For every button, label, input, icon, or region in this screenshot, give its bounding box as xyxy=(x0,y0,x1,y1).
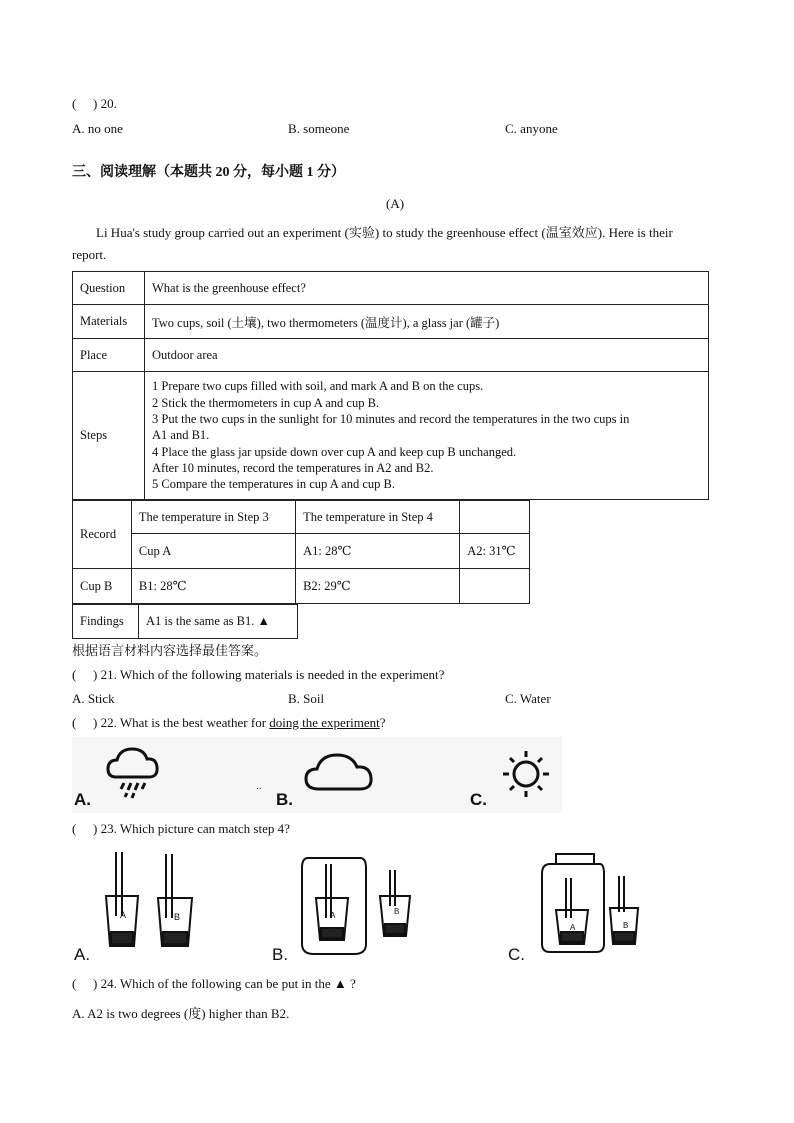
cup-b-letter: B xyxy=(174,912,181,922)
materials-value: Two cups, soil (土壤), two thermometers (温度计), a glass jar (罐子) xyxy=(145,305,709,339)
passage-intro-line1: Li Hua's study group carried out an experiment (实验) to study the greenhouse effect (温室效应). Here is their xyxy=(96,225,673,240)
cup-b-letter: B xyxy=(623,921,629,930)
b2-value: B2: 29℃ xyxy=(296,569,460,604)
q21-option-a[interactable]: A. Stick xyxy=(72,691,115,706)
q24-question: ) 24. Which of the following can be put in the ▲ ? xyxy=(93,976,356,991)
q22-weather-images xyxy=(72,737,562,813)
cup-b-letter: B xyxy=(394,907,400,916)
step-line: A1 and B1. xyxy=(152,428,210,443)
place-label: Place xyxy=(73,339,145,372)
question-value: What is the greenhouse effect? xyxy=(145,272,709,305)
passage-intro-line2: report. xyxy=(72,247,107,262)
q21-paren: ( xyxy=(72,667,77,682)
cup-a-letter: A xyxy=(570,923,576,932)
q23-cup-images xyxy=(72,844,650,968)
step-line: After 10 minutes, record the temperatures in A2 and B2. xyxy=(152,460,434,475)
findings-label: Findings xyxy=(73,605,139,639)
q23-option-a-label[interactable]: A. xyxy=(74,945,91,964)
q23-question: ) 23. Which picture can match step 4? xyxy=(93,821,290,836)
q22-paren: ( xyxy=(72,715,77,730)
step-line: 2 Stick the thermometers in cup A and cup B. xyxy=(152,395,380,410)
q20-paren: ( xyxy=(72,96,77,111)
step-line: 1 Prepare two cups filled with soil, and mark A and B on the cups. xyxy=(152,379,484,394)
q21-option-c[interactable]: C. Water xyxy=(505,691,551,706)
materials-label: Materials xyxy=(73,305,145,339)
section-title: 三、阅读理解（本题共 20 分，每小题 1 分） xyxy=(72,165,345,180)
q20-number: ) 20. xyxy=(93,96,117,111)
q24-paren: ( xyxy=(72,976,77,991)
q23-paren: ( xyxy=(72,821,77,836)
q21-option-b[interactable]: B. Soil xyxy=(288,691,325,706)
a1-value: A1: 28℃ xyxy=(296,534,460,569)
cup-a-label: Cup A xyxy=(131,534,295,569)
record-empty-cell xyxy=(460,501,530,534)
stray-dots: .. xyxy=(256,781,262,792)
step-line: 5 Compare the temperatures in cup A and cup B. xyxy=(152,477,395,492)
q21-question: ) 21. Which of the following materials is needed in the experiment? xyxy=(93,667,445,682)
report-table xyxy=(72,271,709,500)
q20-option-b[interactable]: B. someone xyxy=(288,121,350,136)
temp-step3-header: The temperature in Step 3 xyxy=(131,501,295,534)
option-a-cups xyxy=(106,852,192,946)
q22-option-c-label[interactable]: C. xyxy=(470,790,487,809)
step-line: 3 Put the two cups in the sunlight for 10 minutes and record the temperatures in the two cups in xyxy=(152,412,630,427)
q20-option-c[interactable]: C. anyone xyxy=(505,121,558,136)
q22-option-b-label[interactable]: B. xyxy=(276,790,293,809)
record-label: Record xyxy=(73,501,132,569)
a2-value: A2: 31℃ xyxy=(460,534,530,569)
record-table xyxy=(72,500,530,604)
steps-label: Steps xyxy=(73,372,145,500)
cup-a-letter: A xyxy=(330,911,336,920)
steps-list xyxy=(145,372,709,500)
q23-option-b-label[interactable]: B. xyxy=(272,945,289,964)
findings-table xyxy=(72,604,298,639)
q24-option-a[interactable]: A. A2 is two degrees (度) higher than B2. xyxy=(72,1006,290,1021)
instruction: 根据语言材料内容选择最佳答案。 xyxy=(72,643,268,658)
option-b-cups xyxy=(302,858,410,954)
q22-option-a-label[interactable]: A. xyxy=(74,790,91,809)
option-c-cups xyxy=(542,854,638,952)
passage-label: (A) xyxy=(386,196,405,211)
place-value: Outdoor area xyxy=(145,339,709,372)
cup-b-label: Cup B xyxy=(73,569,132,604)
q22-question: ) 22. What is the best weather for doing the experiment? xyxy=(93,715,386,730)
record-empty-cell xyxy=(460,569,530,604)
b1-value: B1: 28℃ xyxy=(131,569,295,604)
q23-option-c-label[interactable]: C. xyxy=(508,945,525,964)
temp-step4-header: The temperature in Step 4 xyxy=(296,501,460,534)
cup-a-letter: A xyxy=(120,910,127,920)
findings-value: A1 is the same as B1. ▲ xyxy=(139,605,298,639)
question-label: Question xyxy=(73,272,145,305)
q20-option-a[interactable]: A. no one xyxy=(72,121,123,136)
image-background xyxy=(72,737,562,813)
step-line: 4 Place the glass jar upside down over cup A and keep cup B unchanged. xyxy=(152,444,517,459)
